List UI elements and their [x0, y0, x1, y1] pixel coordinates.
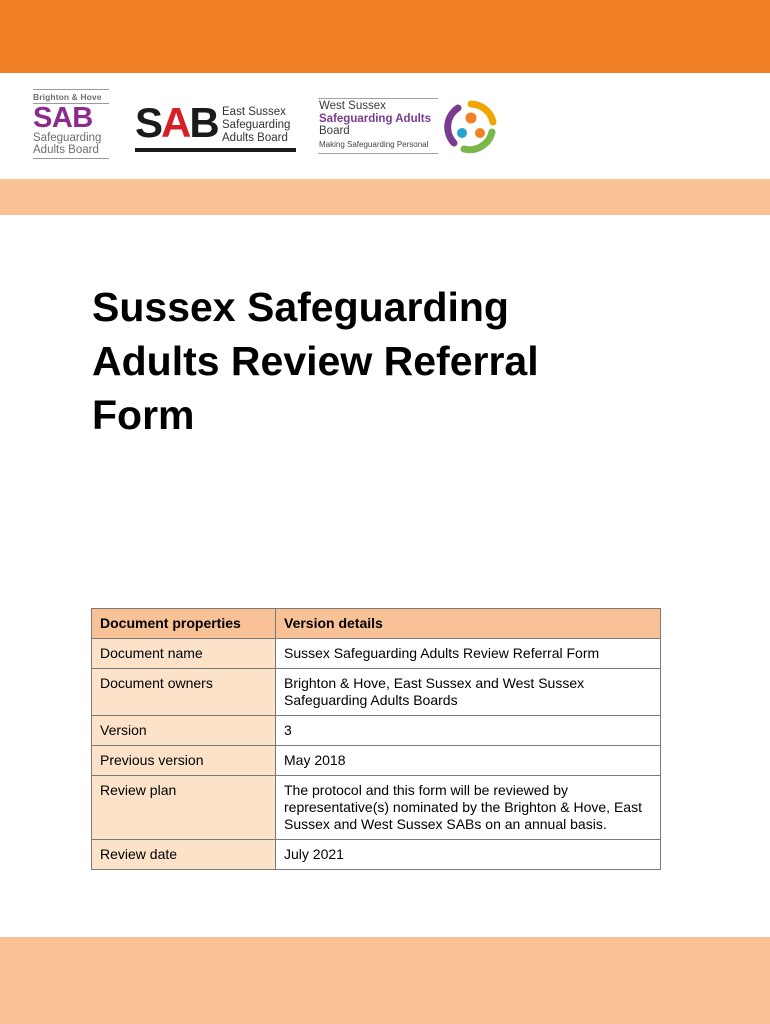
bh-logo-line2: Adults Board	[33, 144, 99, 156]
row-value: Sussex Safeguarding Adults Review Referral Form	[276, 639, 661, 669]
east-sussex-sab-logo	[135, 99, 298, 154]
bh-logo-line1: Safeguarding	[33, 132, 102, 144]
logo-rule	[33, 158, 109, 159]
row-label: Previous version	[92, 746, 276, 776]
logo-rule	[318, 98, 438, 99]
footer-peach-band	[0, 937, 770, 1024]
brighton-hove-sab-logo	[33, 89, 109, 163]
row-label: Review plan	[92, 776, 276, 840]
ws-logo-tagline: Making Safeguarding Personal	[319, 140, 429, 149]
header-document-properties: Document properties	[92, 609, 276, 639]
table-row	[92, 639, 661, 669]
table-row	[92, 716, 661, 746]
table-row	[92, 840, 661, 870]
document-title	[92, 280, 652, 442]
row-label: Document owners	[92, 669, 276, 716]
header-version-details: Version details	[276, 609, 661, 639]
es-logo-s: S	[135, 99, 162, 146]
es-logo-line2: Safeguarding	[222, 119, 291, 131]
ws-logo-text	[319, 100, 431, 138]
row-label: Document name	[92, 639, 276, 669]
es-logo-sab	[135, 100, 218, 146]
logo-rule	[33, 89, 109, 90]
row-value: The protocol and this form will be reviewed by representative(s) nominated by the Brighton & Hove, East Sussex and West Sussex SABs on an annual basis.	[276, 776, 661, 840]
es-logo-underline	[135, 148, 296, 152]
title-line-2: Adults Review Referral	[92, 338, 539, 384]
header-orange-band	[0, 0, 770, 73]
table-row	[92, 746, 661, 776]
ws-logo-line2: Safeguarding Adults	[319, 112, 432, 125]
west-sussex-sab-logo	[318, 96, 503, 158]
row-value: Brighton & Hove, East Sussex and West Sussex Safeguarding Adults Boards	[276, 669, 661, 716]
title-line-1: Sussex Safeguarding	[92, 284, 509, 330]
bh-logo-sab: SAB	[33, 102, 93, 134]
es-logo-b: B	[189, 99, 218, 146]
es-logo-line1: East Sussex	[222, 106, 286, 118]
bh-logo-top-text: Brighton & Hove	[33, 92, 102, 102]
es-logo-a: A	[161, 99, 190, 146]
document-properties-table	[91, 608, 661, 870]
row-value: July 2021	[276, 840, 661, 870]
people-circle-icon	[442, 98, 500, 156]
row-value: May 2018	[276, 746, 661, 776]
peach-divider-band	[0, 179, 770, 215]
table-header-row	[92, 609, 661, 639]
es-logo-text	[222, 106, 290, 145]
logo-rule	[318, 153, 438, 154]
ws-logo-line3: Board	[319, 125, 350, 137]
title-line-3: Form	[92, 392, 195, 438]
ws-logo-line1: West Sussex	[319, 100, 386, 112]
es-logo-line3: Adults Board	[222, 132, 288, 144]
row-value: 3	[276, 716, 661, 746]
row-label: Review date	[92, 840, 276, 870]
table-row	[92, 669, 661, 716]
table-row	[92, 776, 661, 840]
row-label: Version	[92, 716, 276, 746]
